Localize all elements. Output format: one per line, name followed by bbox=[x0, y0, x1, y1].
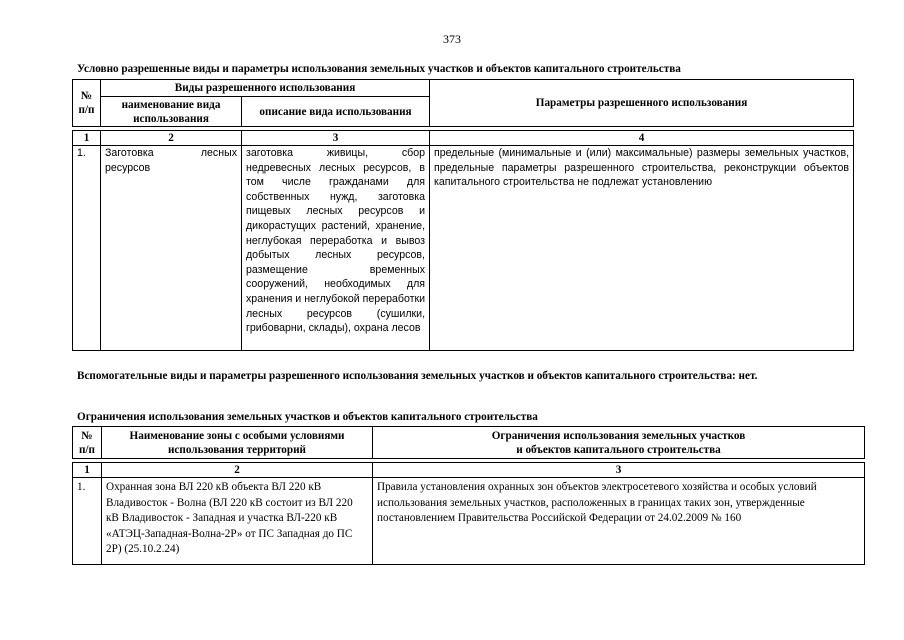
restrictions-table bbox=[72, 426, 865, 565]
section1-title: Условно разрешенные виды и параметры использования земельных участков и объектов капитального строительства bbox=[77, 63, 681, 75]
row-num: 1. bbox=[73, 478, 102, 565]
table-row bbox=[73, 146, 854, 351]
header-restrictions bbox=[373, 427, 865, 459]
header-params: Параметры разрешенного использования bbox=[430, 80, 854, 127]
table-row bbox=[73, 478, 865, 565]
header-desc: описание вида использования bbox=[242, 97, 430, 127]
col-number: 1 bbox=[73, 131, 101, 146]
restriction-text: Правила установления охранных зон объектов электросетевого хозяйства и особых условий использования земельных участков, расположенных в границах таких зон, утвержденные постановлением Правительства Российской Федерации от 24.02.2009 № 160 bbox=[373, 478, 865, 565]
page-number: 373 bbox=[443, 32, 461, 46]
col-number: 4 bbox=[430, 131, 854, 146]
header-kinds: Виды разрешенного использования bbox=[101, 80, 430, 97]
header-zone: Наименование зоны с особыми условиями использования территорий bbox=[102, 427, 373, 459]
column-numbers-row bbox=[73, 131, 854, 146]
header-num: № п/п bbox=[73, 427, 102, 459]
use-description: заготовка живицы, сбор недревесных лесных ресурсов, в том числе гражданами для собственных нужд, заготовка пищевых лесных ресурсов и дикорастущих растений, хранение, неглубокая переработка и вывоз добытых лесных ресурсов, размещение временных сооружений, необходимых для хранения и неглубокой переработки лесных ресурсов (сушилки, грибоварни, склады), охрана лесов bbox=[242, 146, 430, 351]
use-parameters: предельные (минимальные и (или) максимальные) размеры земельных участков, предельные параметры разрешенного строительства, реконструкции объектов капитального строительства не подлежат установлению bbox=[430, 146, 854, 351]
col-number: 2 bbox=[101, 131, 242, 146]
col-number: 3 bbox=[373, 463, 865, 478]
header-restrictions-line2: и объектов капитального строительства bbox=[516, 443, 721, 456]
header-num: № п/п bbox=[73, 80, 101, 127]
column-numbers-row bbox=[73, 463, 865, 478]
row-num: 1. bbox=[73, 146, 101, 351]
header-restrictions-line1: Ограничения использования земельных участков bbox=[491, 429, 746, 442]
section2-title: Вспомогательные виды и параметры разрешенного использования земельных участков и объектов капитального строительства: нет. bbox=[77, 370, 758, 382]
col-number: 1 bbox=[73, 463, 102, 478]
col-number: 3 bbox=[242, 131, 430, 146]
section3-title: Ограничения использования земельных участков и объектов капитального строительства bbox=[77, 411, 538, 423]
use-name: Заготовка лесных ресурсов bbox=[101, 146, 242, 351]
zone-name: Охранная зона ВЛ 220 кВ объекта ВЛ 220 кВ Владивосток - Волна (ВЛ 220 кВ состоит из ВЛ 220 кВ Владивосток - Западная и участка ВЛ-220 кВ «АТЭЦ-Западная-Волна-2Р» от ПС Западная до ПС 2Р) (25.10.2.24) bbox=[102, 478, 373, 565]
permitted-uses-table bbox=[72, 79, 854, 351]
header-name: наименование вида использования bbox=[101, 97, 242, 127]
col-number: 2 bbox=[102, 463, 373, 478]
